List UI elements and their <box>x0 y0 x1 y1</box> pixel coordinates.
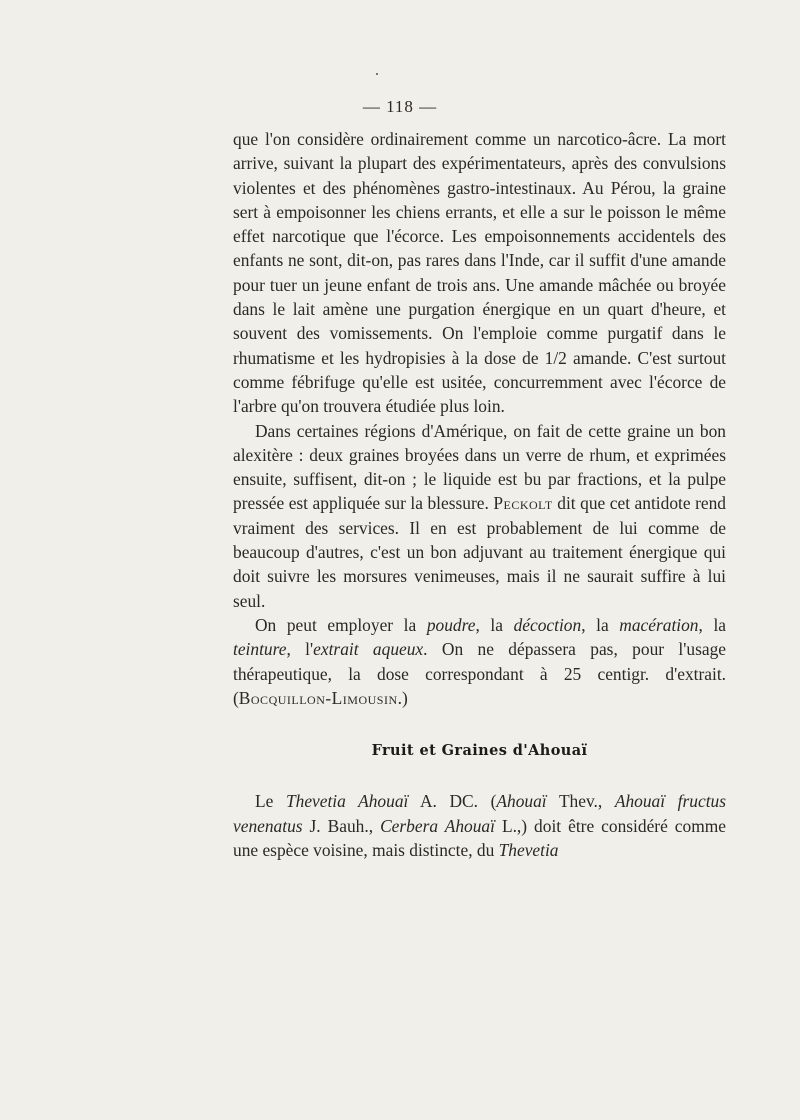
text-run: Thev., <box>546 791 615 812</box>
paragraph <box>233 419 726 613</box>
text-run: Dans certaines régions d'Amérique, on fait de cette graine un bon alexitère : deux graines broyées dans un verre de rhum, et exprimées ensuite, suffisent, dit-on ; le liquide est bu par fractions, et la pulpe pressée est appliquée sur la blessure. <box>233 420 726 514</box>
paragraph-group <box>233 127 726 710</box>
small-caps-name: Bocquillon-Limousin <box>238 687 398 708</box>
italic-text: décoction <box>513 614 582 635</box>
page-number: — 118 — <box>362 97 438 116</box>
print-speck <box>376 73 378 75</box>
text-run: J. Bauh., <box>302 815 381 836</box>
closing-paragraph-container <box>233 789 726 862</box>
small-caps-name: Peckolt <box>493 493 553 514</box>
italic-text: Thevetia Ahouaï <box>285 791 409 812</box>
page-body <box>233 127 726 862</box>
italic-text: Cerbera Ahouaï <box>380 815 495 836</box>
text-run: . On ne dépassera pas, pour l'usage thérapeutique, la dose correspondant à 25 centigr. d'extrait. ( <box>233 639 726 708</box>
paragraph <box>233 613 726 710</box>
text-run: A. DC. ( <box>408 791 497 812</box>
section-heading: Fruit et Graines d'Ahouaï <box>371 742 588 760</box>
text-run: Le <box>255 791 286 812</box>
text-run: L.,) doit être considéré comme une espèce voisine, mais distincte, du <box>233 815 726 861</box>
italic-text: Thevetia <box>498 840 559 861</box>
italic-text: Ahouaï fructus venenatus <box>233 791 726 836</box>
text-run: dit que cet antidote rend vraiment des services. Il en est probablement de lui comme de beaucoup d'autres, c'est un bon adjuvant au traitement énergique qui doit suivre les morsures venimeuses, mais il ne saurait suffire à lui seul. <box>233 493 726 611</box>
text-run: .) <box>397 687 408 708</box>
text-run: , la <box>475 614 514 635</box>
text-run: que l'on considère ordinairement comme un narcotico-âcre. La mort arrive, suivant la plupart des expérimentateurs, après des convulsions violentes et des phénomènes gastro-intestinaux. Au Pérou, la graine sert à empoisonner les chiens errants, et elle a sur le poisson le même effet narcotique que l'écorce. Les empoisonnements accidentels des enfants ne sont, dit-on, pas rares dans l'Inde, car il suffit d'une amande pour tuer un jeune enfant de trois ans. Une amande mâchée ou broyée dans le lait amène une purgation énergique en un quart d'heure, et souvent des vomissements. On l'emploie comme purgatif dans le rhumatisme et les hydropisies à la dose de 1/2 amande. C'est surtout comme fébrifuge qu'elle est usitée, concurremment avec l'écorce de l'arbre qu'on trouvera étudiée plus loin. <box>233 129 726 417</box>
text-run: , la <box>581 614 620 635</box>
italic-text: macération <box>619 614 699 635</box>
italic-text: Ahouaï <box>496 791 547 812</box>
paragraph <box>233 127 726 419</box>
closing-paragraph <box>233 789 726 862</box>
text-run: On peut employer la <box>255 614 427 635</box>
italic-text: extrait aqueux <box>313 639 424 660</box>
italic-text: poudre <box>426 614 476 635</box>
text-run: , l' <box>286 639 314 660</box>
italic-text: teinture <box>233 639 287 660</box>
text-run: , la <box>698 614 727 635</box>
